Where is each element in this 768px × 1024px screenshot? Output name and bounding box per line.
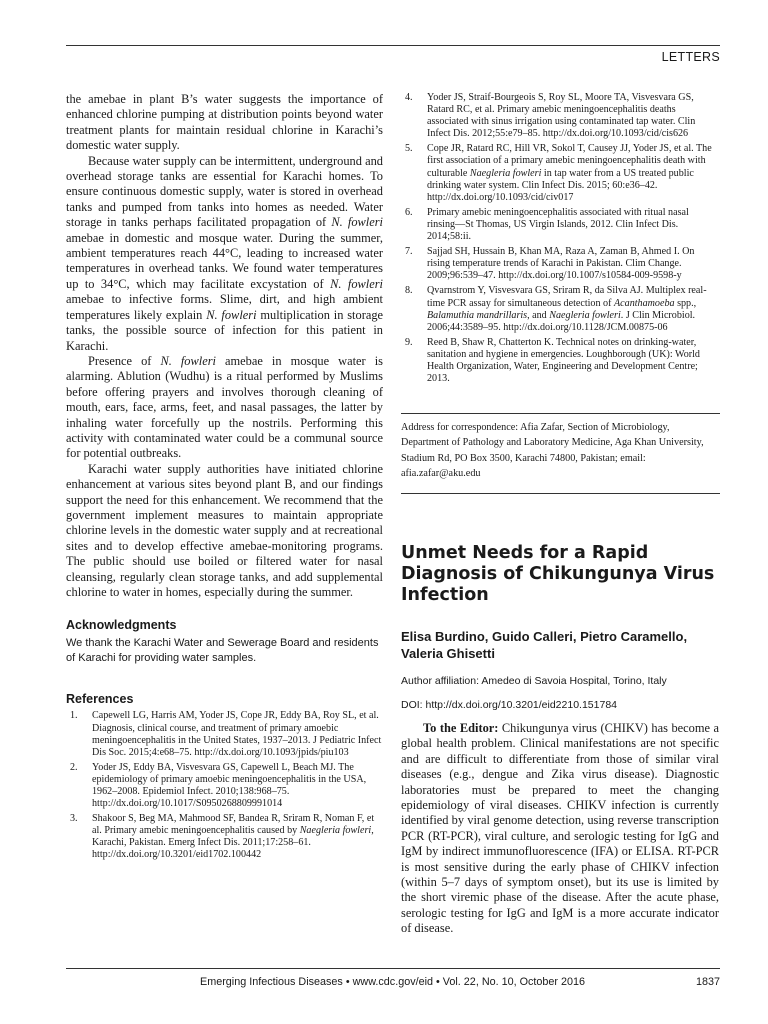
address-bottom-rule <box>401 493 720 494</box>
reference-item: 8. Qvarnstrom Y, Visvesvara GS, Sriram R, da Silva AJ. Multiplex real-time PCR assay for simultaneous detection of Acanthamoeba spp., Balamuthia mandrillaris, and Naegleria fowleri. J Clin Microbiol. 2006;44:3589–95. http://dx.doi.org/10.1128/JCM.00875-06 <box>405 285 707 333</box>
correspondence-address: Address for correspondence: Afia Zafar, Section of Microbiology, Department of Pathology and Laboratory Medicine, Aga Khan University, Stadium Rd, PO Box 3500, Karachi 74800, Pakistan; email: afia.zafar@aku.edu <box>401 422 704 479</box>
reference-item: 3. Shakoor S, Beg MA, Mahmood SF, Bandea R, Sriram R, Noman F, et al. Primary amebic meningoencephalitis caused by Naegleria fowleri, Karachi, Pakistan. Emerg Infect Dis. 2011;17:258–61. http://dx.doi.org/10.3201/eid1702.100442 <box>70 813 375 861</box>
reference-item: 7. Sajjad SH, Hussain B, Khan MA, Raza A, Zaman B, Ahmed I. On rising temperature trends of Karachi in Pakistan. Clim Change. 2009;96:539–47. http://dx.doi.org/10.1007/s10584-009-9598-y <box>405 246 695 282</box>
to-the-editor: To the Editor: <box>423 721 499 735</box>
address-top-rule <box>401 413 720 414</box>
paragraph-2: Because water supply can be intermittent, underground and overhead storage tanks are essential for Karachi homes. To ensure continuous domestic supply, water is stored in overhead tanks and pumped from tanks into homes as needed. Water storage in tanks perhaps facilitated propagation of N. fowleri amebae in domestic and mosque water. During the summer, ambient temperatures reach 44°C, leading to increased water temperatures in overhead tanks. We found water temperatures up to 34°C, which may facilitate excystation of N. fowleri amebae to infective forms. Slime, dirt, and high ambient temperatures likely explain N. fowleri multiplication in storage tanks, the possible source of infection for this patient in Karachi. <box>66 153 384 353</box>
correspondence-block <box>401 420 719 481</box>
article-authors: Elisa Burdino, Guido Calleri, Pietro Caramello, Valeria Ghisetti <box>401 629 688 661</box>
letter-intro <box>401 721 719 937</box>
references-heading: References <box>66 692 134 707</box>
reference-list-right <box>401 92 719 385</box>
author-affiliation: Author affiliation: Amedeo di Savoia Hospital, Torino, Italy <box>401 675 667 687</box>
reference-list-left <box>66 710 383 861</box>
paragraph-4: Karachi water supply authorities have initiated chlorine enhancement at various sites beyond plant B, and our findings support the need for this enhancement. We recommend that the government implement measures to maintain appropriate chlorine levels in the domestic water supply and at recreational sites and to develop effective amebae-monitoring programs. The public should use boiled or filtered water for nasal cleansing, regularly clean storage tanks, and add supplemental chlorine to water in homes, especially during the summer. <box>66 461 383 599</box>
reference-item: 6. Primary amebic meningoencephalitis associated with ritual nasal rinsing—St Thomas, US Virgin Islands, 2012. Clin Infect Dis. 2014;58:ii. <box>405 206 689 243</box>
reference-item: 1. Capewell LG, Harris AM, Yoder JS, Cope JR, Eddy BA, Roy SL, et al. Diagnosis, clinical course, and treatment of primary amoebic meningoencephalitis in the United States, 1937–2013. J Pediatric Infect Dis Soc. 2015;4:e68–75. http://dx.doi.org/10.1093/jpids/piu103 <box>70 710 382 758</box>
reference-item: 9. Reed B, Shaw R, Chatterton K. Technical notes on drinking-water, sanitation and hygiene in emergencies. Loughborough (UK): World Health Organization, Water, Engineering and Development Centre; 2013. <box>405 336 700 385</box>
paragraph-3: Presence of N. fowleri amebae in mosque water is alarming. Ablution (Wudhu) is a ritual performed by Muslims before offering prayers and involves thorough cleaning of mouth, ears, face, arms, feet, and nasal passages, the latter by inhaling water forcefully up the nostrils. Performing this activity with contaminated water could be a communal source for potential outbreaks. <box>66 353 383 461</box>
journal-footer: Emerging Infectious Diseases • www.cdc.gov/eid • Vol. 22, No. 10, October 2016 <box>200 976 586 988</box>
page-number: 1837 <box>695 976 720 988</box>
right-column <box>401 92 719 388</box>
paragraph-1: the amebae in plant B’s water suggests the importance of enhanced chlorine pumping at distribution points beyond water treatment plants for maintain residual chlorine in Karachi’s domestic water supply. <box>66 92 383 153</box>
article-block <box>401 543 719 937</box>
left-column <box>66 92 383 865</box>
letter-body <box>66 92 383 600</box>
reference-item: 2. Yoder JS, Eddy BA, Visvesvara GS, Capewell L, Beach MJ. The epidemiology of primary amoebic meningoencephalitis in the USA, 1962–2008. Epidemiol Infect. 2010;138:968–75. http://dx.doi.org/10.1017/S0950268809991014 <box>70 761 367 810</box>
acknowledgments-text: We thank the Karachi Water and Sewerage Board and residents of Karachi for providing water samples. <box>66 637 379 665</box>
article-title: Unmet Needs for a Rapid Diagnosis of Chikungunya Virus Infection <box>401 543 715 605</box>
letter-intro-text: Chikungunya virus (CHIKV) has become a global health problem. Clinical manifestations are not specific and are difficult to differentiate from those of similar viral diseases (e.g., dengue and Zika virus disease). Diagnostic laboratories must be prepared to meet the changing epidemiology of viral diseases. CHIKV infection is currently identified by viral genome detection, using reverse transcription PCR (RT-PCR), viral culture, and serologic testing for IgG and IgM by indirect immunofluorescence (IFA) or ELISA. RT-PCR is most sensitive during the early phase of CHIKV infection (within 5–7 days of symptom onset), but its use is limited by the short viremic phase of the disease. After the acute phase, serologic testing for IgG and IgM is a more accurate indicator of disease. <box>401 721 719 936</box>
header-rule <box>66 45 720 46</box>
acknowledgments-heading: Acknowledgments <box>66 618 177 633</box>
footer-rule <box>66 968 720 969</box>
section-label: LETTERS <box>661 50 720 64</box>
reference-item: 5. Cope JR, Ratard RC, Hill VR, Sokol T, Causey JJ, Yoder JS, et al. The first association of a primary amebic meningoencephalitis death with culturable Naegleria fowleri in tap water from a US treated public drinking water system. Clin Infect Dis. 2015; 60:e36–42. http://dx.doi.org/10.1093/cid/civ017 <box>405 143 712 203</box>
reference-item: 4. Yoder JS, Straif-Bourgeois S, Roy SL, Moore TA, Visvesvara GS, Ratard RC, et al. Primary amebic meningoencephalitis deaths associated with sinus irrigation using contaminated tap water. Clin Infect Dis. 2012;55:e79–85. http://dx.doi.org/10.1093/cid/cis626 <box>405 92 696 140</box>
article-doi: DOI: http://dx.doi.org/10.3201/eid2210.151784 <box>401 699 617 711</box>
